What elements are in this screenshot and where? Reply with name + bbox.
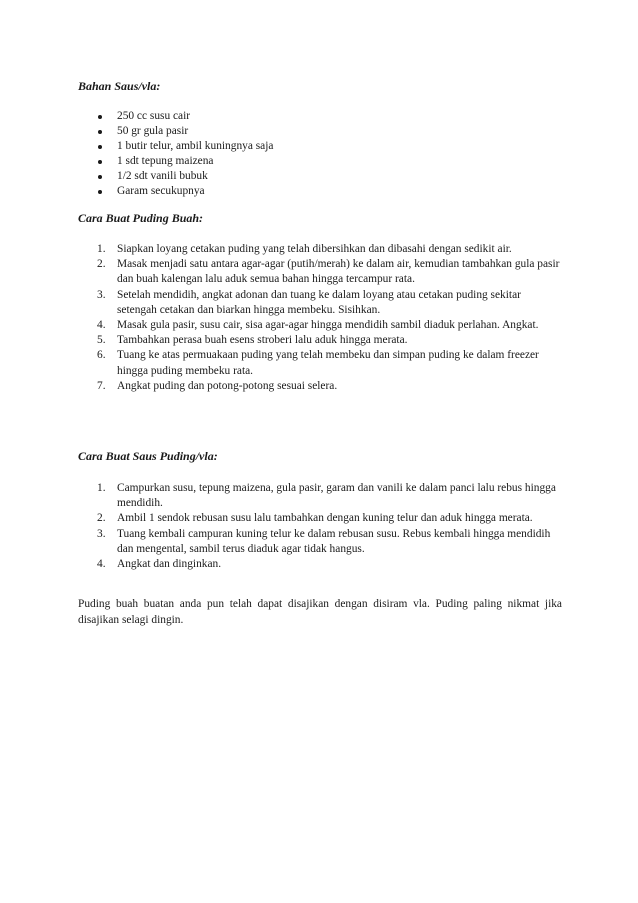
- bullet-icon: [98, 175, 102, 179]
- list-item: [78, 557, 560, 572]
- bullet-icon: [98, 115, 102, 119]
- bullet-icon: [98, 190, 102, 194]
- ingredient-text: Garam secukupnya: [117, 185, 205, 197]
- ingredient-text: 250 cc susu cair: [117, 110, 191, 122]
- bullet-icon: [98, 130, 102, 134]
- step-number: 4.: [97, 319, 106, 332]
- ingredient-text: 1 butir telur, ambil kuningnya saja: [117, 140, 274, 152]
- list-item: [78, 242, 560, 257]
- pudding-steps-list: [78, 242, 560, 394]
- list-item: [78, 154, 538, 169]
- step-text: Angkat puding dan potong-potong sesuai selera.: [117, 379, 338, 392]
- ingredient-text: 1/2 sdt vanili bubuk: [117, 170, 208, 182]
- step-text: Angkat dan dinginkan.: [117, 558, 222, 571]
- step-text: Campurkan susu, tepung maizena, gula pasir, garam dan vanili ke dalam panci lalu rebus hingga mendidih.: [117, 482, 556, 510]
- list-item: [78, 257, 560, 287]
- step-text: Setelah mendidih, angkat adonan dan tuang ke dalam loyang atau cetakan puding sekitar setengah cetakan dan biarkan hingga membeku. Sisihkan.: [117, 288, 521, 316]
- list-item: [78, 511, 560, 526]
- step-number: 6.: [97, 349, 106, 362]
- step-number: 2.: [97, 258, 106, 271]
- list-item: [78, 333, 560, 348]
- list-item: [78, 527, 560, 557]
- list-item: [78, 481, 560, 511]
- step-number: 3.: [97, 527, 106, 540]
- list-item: [78, 109, 538, 124]
- step-text: Tuang kembali campuran kuning telur ke dalam rebusan susu. Rebus kembali hingga mendidih dan mengental, sambil terus diaduk agar tidak hangus.: [117, 527, 551, 555]
- list-item: [78, 169, 538, 184]
- list-item: [78, 379, 560, 394]
- sauce-steps-list: [78, 481, 560, 572]
- step-text: Siapkan loyang cetakan puding yang telah dibersihkan dan dibasahi dengan sedikit air.: [117, 243, 512, 255]
- step-text: Tuang ke atas permuakaan puding yang telah membeku dan simpan puding ke dalam freezer hingga puding membeku rata.: [117, 349, 539, 377]
- step-number: 4.: [97, 558, 106, 571]
- sauce-method-heading: Cara Buat Saus Puding/vla:: [78, 449, 218, 463]
- step-number: 2.: [97, 512, 106, 525]
- pudding-method-heading: Cara Buat Puding Buah:: [78, 211, 204, 225]
- step-number: 3.: [97, 288, 106, 301]
- step-number: 5.: [97, 334, 106, 347]
- list-item: [78, 288, 560, 318]
- list-item: [78, 139, 538, 154]
- step-text: Masak menjadi satu antara agar-agar (putih/merah) ke dalam air, kemudian tambahkan gula pasir dan buah kalengan lalu aduk semua bahan hingga tercampur rata.: [117, 258, 560, 286]
- step-text: Masak gula pasir, susu cair, sisa agar-agar hingga mendidih sambil diaduk perlahan. Angkat.: [117, 319, 539, 332]
- closing-paragraph: Puding buah buatan anda pun telah dapat disajikan dengan disiram vla. Puding paling nikmat jika disajikan selagi dingin.: [78, 598, 562, 626]
- step-number: 1.: [97, 243, 106, 255]
- step-text: Ambil 1 sendok rebusan susu lalu tambahkan dengan kuning telur dan aduk hingga merata.: [117, 512, 533, 525]
- sauce-ingredients-heading: Bahan Saus/vla:: [78, 79, 161, 93]
- list-item: [78, 184, 538, 199]
- list-item: [78, 348, 560, 378]
- bullet-icon: [98, 145, 102, 149]
- list-item: [78, 318, 560, 333]
- ingredient-text: 1 sdt tepung maizena: [117, 155, 214, 167]
- step-number: 7.: [97, 379, 106, 392]
- list-item: [78, 124, 538, 139]
- bullet-icon: [98, 160, 102, 164]
- ingredient-text: 50 gr gula pasir: [117, 125, 189, 137]
- sauce-ingredients-list: [78, 109, 538, 199]
- step-text: Tambahkan perasa buah esens stroberi lalu aduk hingga merata.: [117, 334, 408, 347]
- step-number: 1.: [97, 482, 106, 494]
